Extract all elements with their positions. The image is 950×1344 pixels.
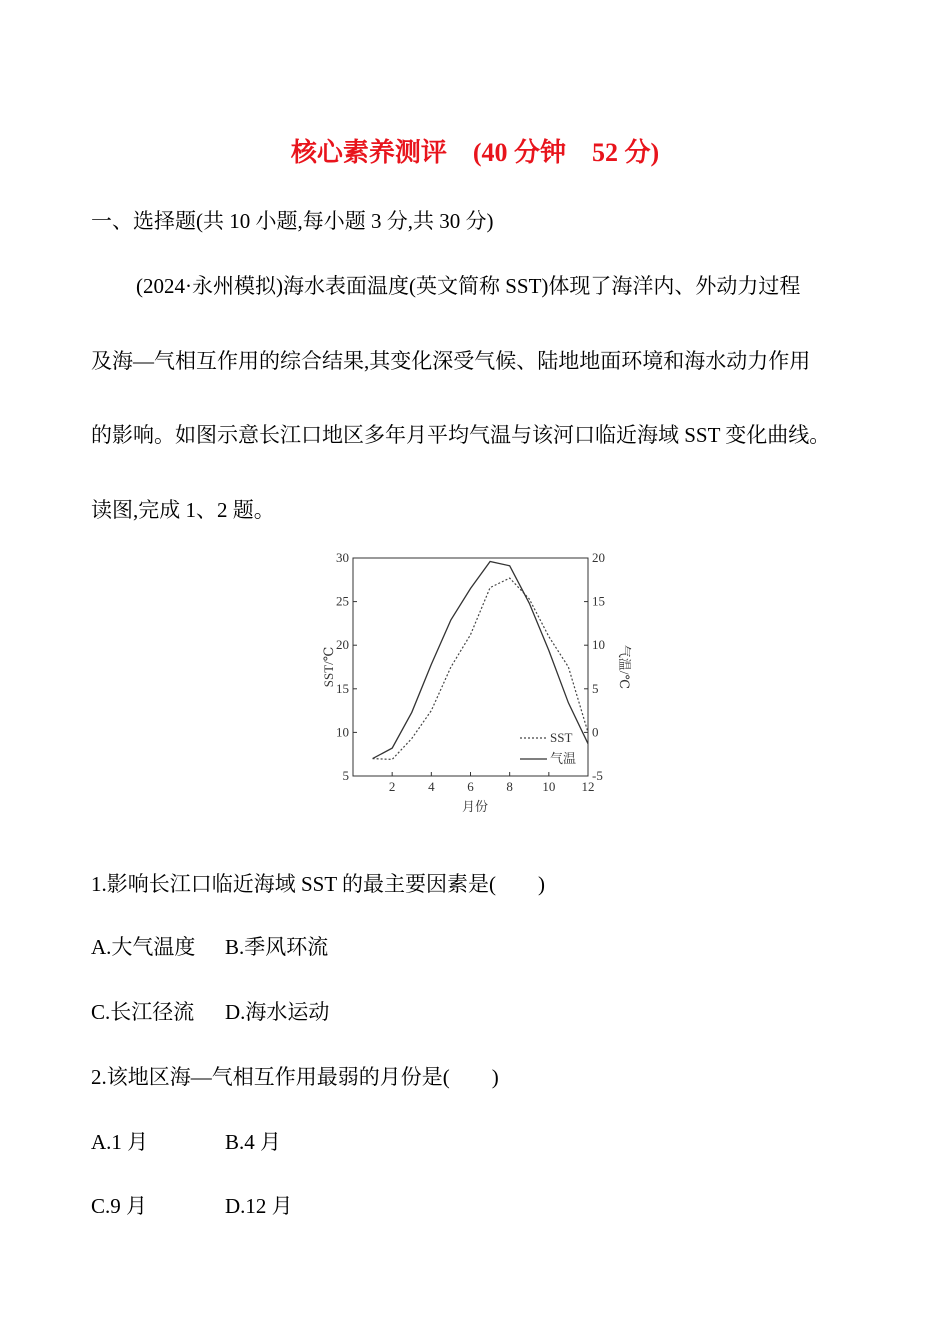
passage-line-1: (2024·永州模拟)海水表面温度(英文简称 SST)体现了海洋内、外动力过程	[136, 274, 801, 298]
left-tick-label: 25	[336, 593, 349, 609]
legend-temp-label: 气温	[550, 751, 577, 766]
left-tick-label: 5	[342, 768, 349, 783]
right-tick-label: 20	[592, 550, 605, 565]
right-tick-label: 0	[592, 724, 599, 740]
passage-line-2: 及海—气相互作用的综合结果,其变化深受气候、陆地地面环境和海水动力作用	[91, 349, 811, 373]
x-tick-label: 10	[542, 779, 556, 794]
x-tick-label: 6	[467, 779, 474, 794]
passage-line-3: 的影响。如图示意长江口地区多年月平均气温与该河口临近海域 SST 变化曲线。	[91, 423, 831, 447]
left-axis-ticks	[336, 550, 357, 783]
right-tick-label: -5	[592, 768, 603, 783]
x-tick-label: 4	[428, 779, 435, 794]
x-tick-label: 2	[388, 779, 396, 794]
question-2-options-row-2	[91, 1190, 293, 1220]
x-axis-label: 月份	[461, 799, 489, 814]
legend-sst-label: SST	[550, 730, 573, 745]
right-tick-label: 10	[592, 637, 605, 653]
question-1-options-row-1	[91, 931, 328, 961]
option-b[interactable]: B.4 月	[225, 1130, 282, 1154]
right-tick-label: 5	[592, 680, 599, 696]
option-d[interactable]: D.海水运动	[225, 1000, 330, 1024]
question-1-options-row-2	[91, 996, 329, 1026]
right-axis-ticks	[584, 550, 605, 783]
left-tick-label: 20	[336, 637, 349, 653]
legend	[520, 730, 576, 766]
option-c[interactable]: C.长江径流	[91, 1000, 195, 1024]
option-d[interactable]: D.12 月	[225, 1194, 293, 1218]
question-2-options-row-1	[91, 1126, 281, 1156]
x-tick-label: 8	[506, 779, 513, 794]
left-tick-label: 10	[336, 724, 349, 740]
x-axis-ticks	[389, 772, 595, 794]
sst-temperature-chart	[315, 545, 645, 825]
option-a[interactable]: A.大气温度	[91, 935, 196, 959]
x-tick-label: 12	[581, 779, 595, 794]
page-title: 核心素养测评 (40 分钟 52 分)	[290, 138, 660, 167]
left-tick-label: 30	[336, 550, 349, 565]
passage-line-4: 读图,完成 1、2 题。	[91, 498, 275, 522]
left-tick-label: 15	[336, 680, 349, 696]
option-b[interactable]: B.季风环流	[225, 935, 329, 959]
option-a[interactable]: A.1 月	[91, 1130, 149, 1154]
question-2-stem: 2.该地区海—气相互作用最弱的月份是( )	[91, 1065, 499, 1089]
left-axis-label: SST/℃	[321, 646, 336, 688]
right-axis-label: 气温/℃	[617, 644, 632, 690]
option-c[interactable]: C.9 月	[91, 1194, 148, 1218]
section-heading: 一、选择题(共 10 小题,每小题 3 分,共 30 分)	[91, 209, 494, 233]
question-1-stem: 1.影响长江口临近海域 SST 的最主要因素是( )	[91, 872, 546, 896]
right-tick-label: 15	[592, 593, 605, 609]
